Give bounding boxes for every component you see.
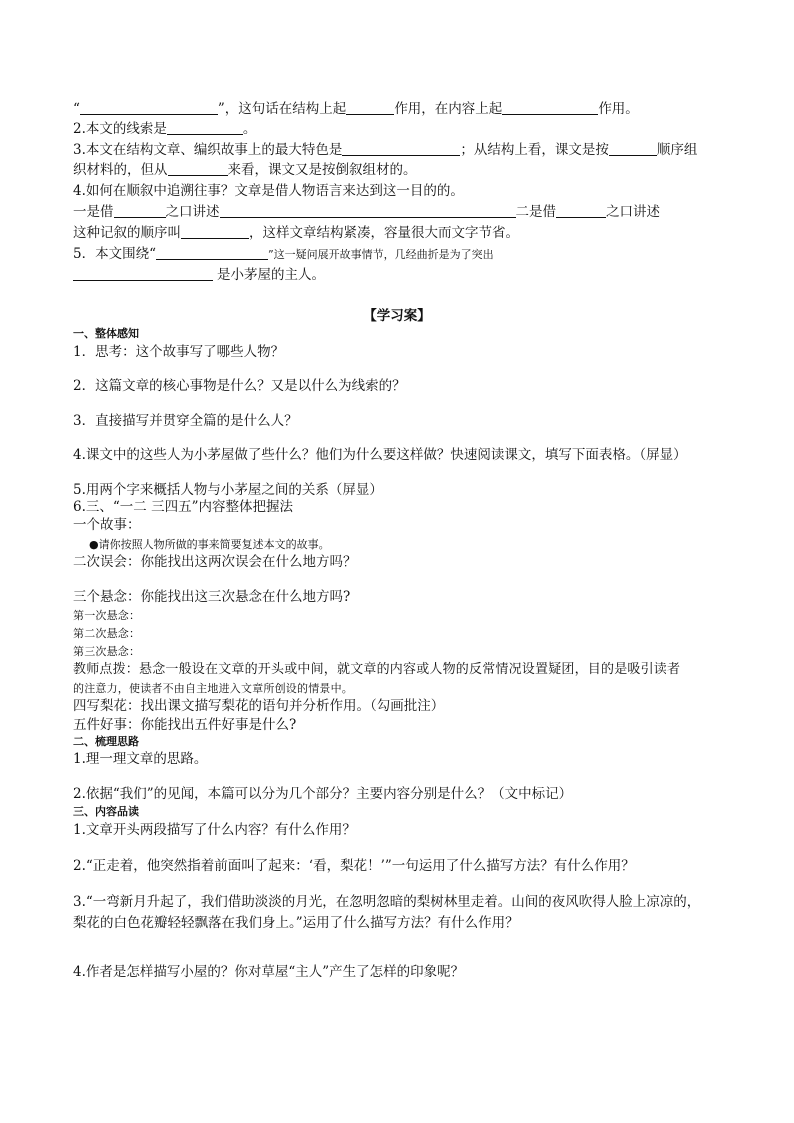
section-3-heading: 三、内容品读 [73,805,139,818]
blank-9[interactable] [220,203,516,218]
fill-q1: “ ”，这句话在结构上起 作用，在内容上起 作用。 [73,101,639,117]
blank-8[interactable] [114,203,166,218]
one-story-bullet: ●请你按照人物所做的事来简要复述本文的故事。 [89,538,330,551]
blank-12[interactable] [156,245,268,260]
blank-10[interactable] [556,203,606,218]
suspense-3: 第三次悬念： [73,645,141,658]
one-story: 一个故事： [73,517,141,533]
s2-q1: 1.理一理文章的思路。 [73,751,208,767]
blank-7[interactable] [168,161,228,176]
teacher-tip-line1: 教师点拨：悬念一般设在文章的开头或中间，就文章的内容或人物的反常情况设置疑团，目的是吸引读者 [73,662,681,677]
s3-q4: 4.作者是怎样描写小屋的？你对草屋“主人”产生了怎样的印象呢？ [73,964,465,980]
section-1-heading: 一、整体感知 [73,327,139,340]
s3-q2: 2.“正走着，他突然指着前面叫了起来：‘看，梨花！’”一句运用了什么描写方法？有什么作用？ [73,858,635,874]
s1-q1: 1．思考：这个故事写了哪些人物？ [73,344,285,360]
s1-q5: 5.用两个字来概括人物与小茅屋之间的关系（屏显） [73,482,383,498]
four-pear-blossoms: 四写梨花：找出课文描写梨花的语句并分析作用。（勾画批注） [73,698,445,714]
suspense-2: 第二次悬念： [73,627,141,640]
s3-q3-line2: 梨花的白色花瓣轻轻飘落在我们身上。”运用了什么描写方法？有什么作用？ [73,915,519,931]
blank-13[interactable] [73,266,213,281]
suspense-1: 第一次悬念： [73,609,141,622]
fill-q5a: 5．本文围绕“ ”这一疑问展开故事情节，几经曲折是为了突出 [73,246,494,262]
s1-q3: 3．直接描写并贯穿全篇的是什么人？ [73,413,298,429]
s3-q3-line1: 3.“一弯新月升起了，我们借助淡淡的月光，在忽明忽暗的梨树林里走着。山间的夜风吹得人脸上凉凉的， [73,894,701,910]
five-good-deeds: 五件好事：你能找出五件好事是什么? [73,717,297,733]
blank-2[interactable] [346,100,394,115]
two-misunderstandings: 二次误会：你能找出这两次误会在什么地方吗？ [73,554,357,570]
fill-q3b: 织材料的，但从 来看，课文又是按倒叙组材的。 [73,162,417,178]
fill-q5b: 是小茅屋的主人。 [73,266,724,284]
fill-q3a: 3.本文在结构文章、编织故事上的最大特色是 ；从结构上看，课文是按 顺序组 [73,142,698,158]
fill-q2: 2.本文的线索是 。 [73,121,257,137]
three-suspense: 三个悬念：你能找出这三次悬念在什么地方吗? [73,589,351,605]
s1-q2: 2．这篇文章的核心事物是什么？又是以什么为线索的？ [73,378,406,394]
blank-11[interactable] [181,224,249,239]
blank-5[interactable] [342,141,460,156]
section-2-heading: 二、梳理思路 [73,735,139,748]
teacher-tip-line2: 的注意力，使读者不由自主地进入文章所创设的情景中。 [73,682,353,695]
fill-q4b: 这种记叙的顺序叫 ，这样文章结构紧凑，容量很大而文字节省。 [73,225,519,241]
blank-4[interactable] [167,120,243,135]
blank-1[interactable] [80,100,218,115]
fill-q4a: 一是借 之口讲述 二是借 之口讲述 [73,204,660,220]
blank-6[interactable] [609,141,657,156]
blank-3[interactable] [502,100,598,115]
fill-q4: 4.如何在顺叙中追溯往事？文章是借人物语言来达到这一目的的。 [73,183,464,199]
s1-q6: 6.三、“一二 三四五”内容整体把握法 [73,499,293,515]
s3-q1: 1.文章开头两段描写了什么内容？有什么作用？ [73,822,356,838]
study-title: 【学习案】 [363,308,431,324]
s1-q4: 4.课文中的这些人为小茅屋做了些什么？他们为什么要这样做？快速阅读课文，填写下面表格。（屏显） [73,447,687,463]
s2-q2: 2.依据“我们”的见闻，本篇可以分为几个部分？主要内容分别是什么？（文中标记） [73,786,573,802]
